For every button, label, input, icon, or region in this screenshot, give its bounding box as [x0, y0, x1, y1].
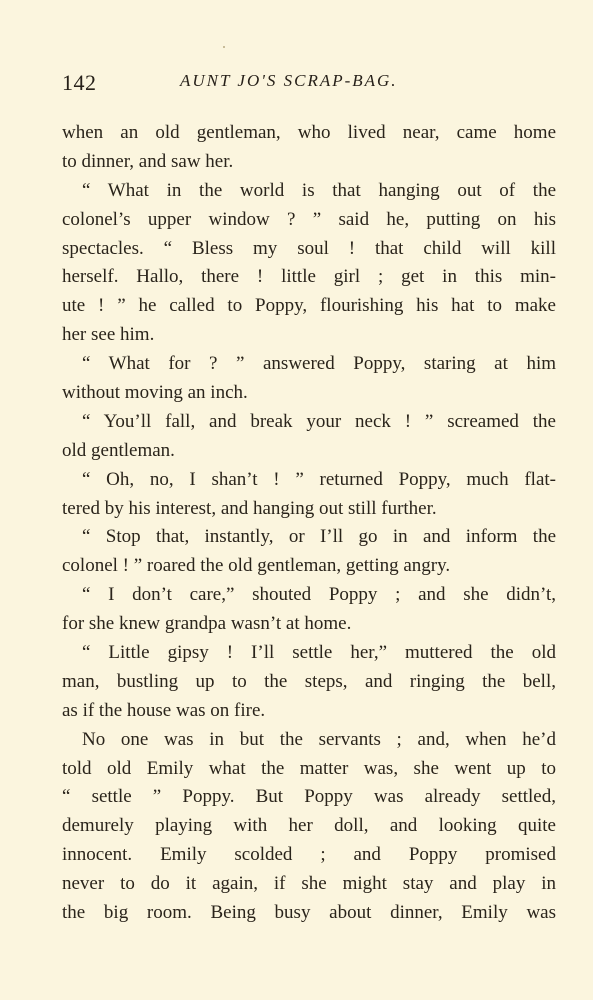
- running-head: AUNT JO'S SCRAP-BAG.: [180, 71, 398, 90]
- text-line: to dinner, and saw her.: [62, 150, 234, 172]
- text-line: colonel ! ” roared the old gentleman, getting angry.: [62, 555, 451, 577]
- text-line: “ Stop that, instantly, or I’ll go in and inform the: [82, 526, 556, 548]
- text-line: never to do it again, if she might stay and play in: [62, 873, 556, 895]
- text-line: herself. Hallo, there ! little girl ; get in this min-: [62, 266, 556, 288]
- text-line: her see him.: [62, 324, 155, 346]
- text-line: as if the house was on fire.: [62, 699, 266, 721]
- text-line: tered by his interest, and hanging out still further.: [62, 497, 437, 519]
- text-line: “ What for ? ” answered Poppy, staring at him: [82, 353, 556, 375]
- text-line: colonel’s upper window ? ” said he, putting on his: [62, 208, 556, 230]
- text-line: man, bustling up to the steps, and ringing the bell,: [62, 670, 556, 692]
- page-header: [62, 70, 556, 100]
- text-line: told old Emily what the matter was, she went up to: [62, 757, 556, 779]
- text-line: ute ! ” he called to Poppy, flourishing his hat to make: [62, 295, 556, 317]
- text-line: No one was in but the servants ; and, when he’d: [82, 728, 556, 750]
- text-line: for she knew grandpa wasn’t at home.: [62, 613, 352, 635]
- text-line: without moving an inch.: [62, 382, 248, 404]
- text-line: “ settle ” Poppy. But Poppy was already settled,: [62, 786, 556, 808]
- body-text: [62, 119, 556, 928]
- text-line: demurely playing with her doll, and looking quite: [62, 815, 556, 837]
- text-line: “ Oh, no, I shan’t ! ” returned Poppy, much flat-: [82, 468, 556, 490]
- text-line: when an old gentleman, who lived near, came home: [62, 122, 556, 143]
- text-line: “ What in the world is that hanging out of the: [82, 179, 556, 201]
- text-line: “ Little gipsy ! I’ll settle her,” muttered the old: [82, 642, 556, 664]
- page-number: 142: [62, 70, 97, 95]
- text-line: “ You’ll fall, and break your neck ! ” screamed the: [82, 410, 556, 432]
- text-line: the big room. Being busy about dinner, Emily was: [62, 902, 556, 924]
- text-line: “ I don’t care,” shouted Poppy ; and she didn’t,: [82, 584, 556, 606]
- text-line: old gentleman.: [62, 439, 175, 461]
- text-line: innocent. Emily scolded ; and Poppy promised: [62, 844, 556, 866]
- text-line: spectacles. “ Bless my soul ! that child will kill: [62, 237, 556, 259]
- paper-speck: [223, 46, 225, 48]
